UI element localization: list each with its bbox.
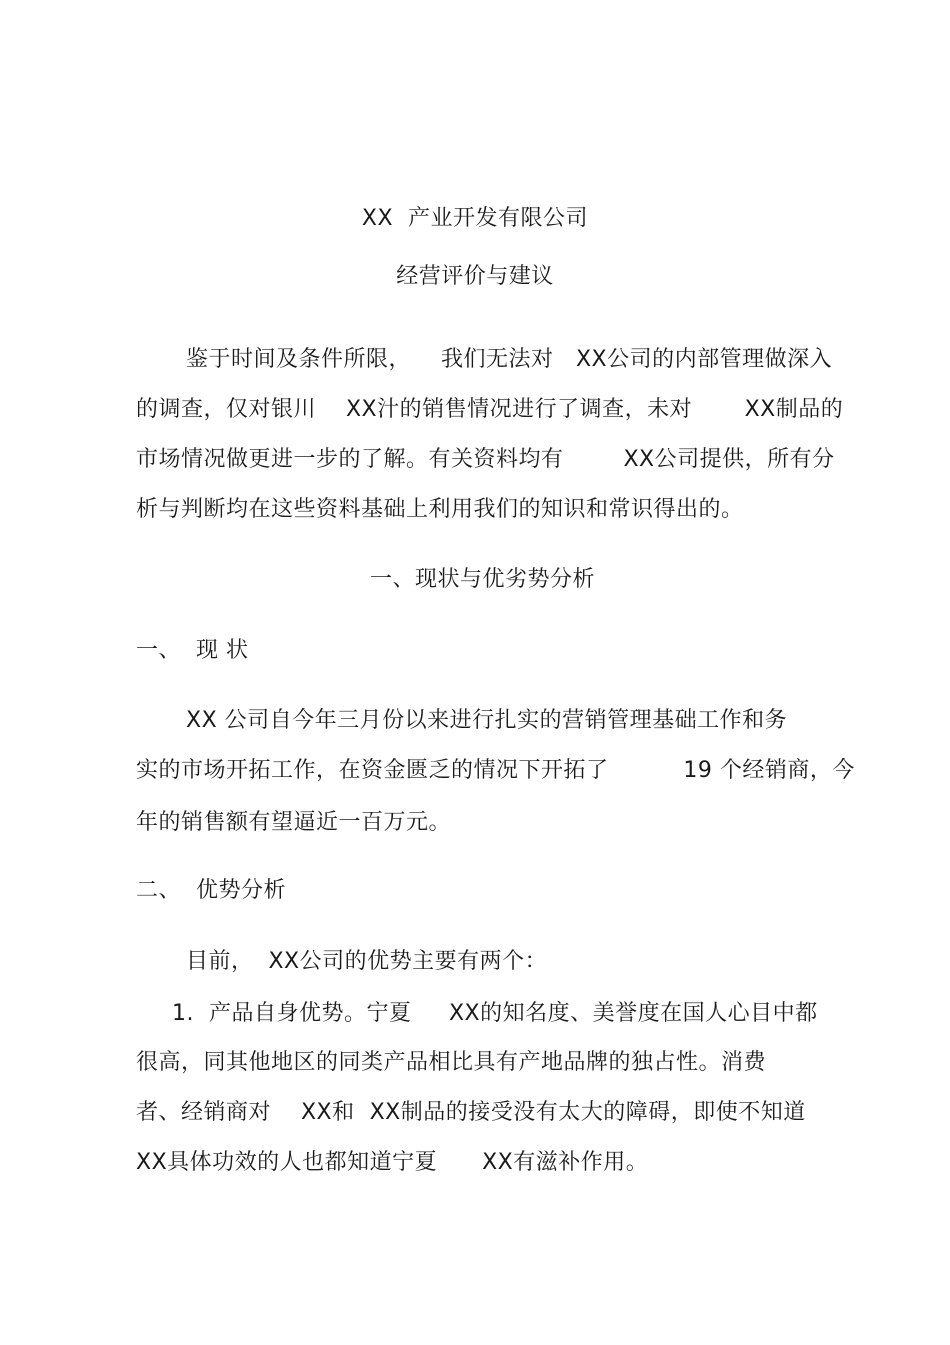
intro-line-3: 市场情况做更进一步的了解。有关资料均有 XX公司提供，所有分 [136, 447, 835, 472]
intro-line-1: 鉴于时间及条件所限， 我们无法对 XX公司的内部管理做深入 [186, 347, 833, 372]
subsection-heading-advantages: 二、 优势分析 [136, 878, 286, 903]
status-paragraph-line-2: 实的市场开拓工作，在资金匮乏的情况下开拓了 19 个经销商，今 [136, 758, 855, 783]
section-heading: 一、现状与优劣势分析 [370, 567, 596, 592]
document-subtitle: 经营评价与建议 [396, 264, 554, 289]
intro-line-4: 析与判断均在这些资料基础上利用我们的知识和常识得出的。 [136, 497, 744, 522]
advantage-item-1-line-4: XX具体功效的人也都知道宁夏 XX有滋补作用。 [136, 1150, 649, 1175]
status-paragraph-line-1: XX 公司自今年三月份以来进行扎实的营销管理基础工作和务 [186, 708, 788, 733]
subsection-heading-status: 一、 现 状 [136, 638, 249, 663]
advantage-item-1-line-1: 1. 产品自身优势。宁夏 XX的知名度、美誉度在国人心目中都 [172, 1001, 818, 1026]
advantage-item-1-line-2: 很高，同其他地区的同类产品相比具有产地品牌的独占性。消费 [136, 1050, 767, 1075]
advantages-intro: 目前， XX公司的优势主要有两个： [186, 949, 548, 974]
document-title: XX 产业开发有限公司 [361, 206, 589, 231]
intro-line-2: 的调查，仅对银川 XX汁的销售情况进行了调查，未对 XX制品的 [136, 397, 844, 422]
status-paragraph-line-3: 年的销售额有望逼近一百万元。 [136, 810, 452, 835]
advantage-item-1-line-3: 者、经销商对 XX和 XX制品的接受没有太大的障碍，即使不知道 [136, 1100, 806, 1125]
